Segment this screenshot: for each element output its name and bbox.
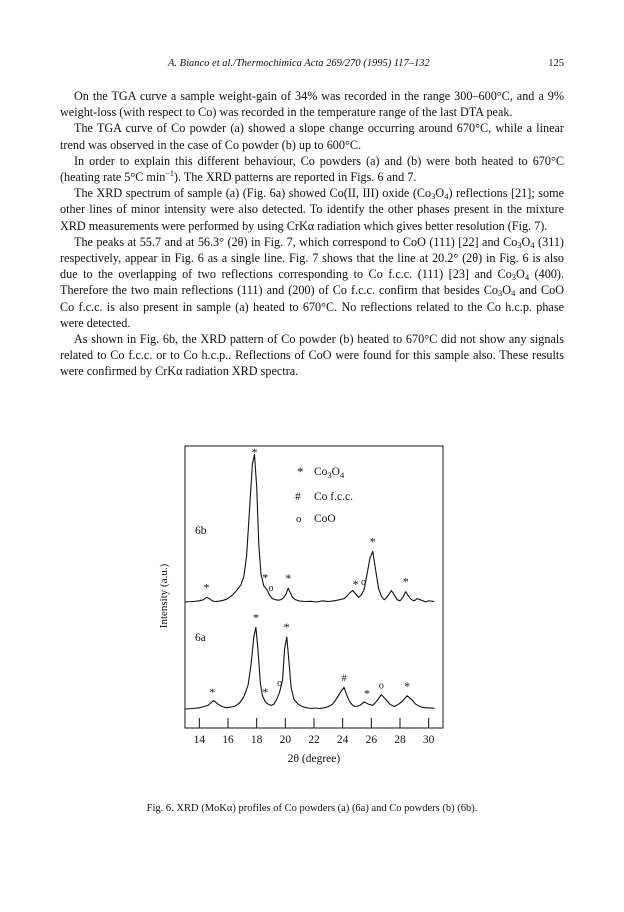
legend <box>295 464 353 525</box>
legend-marker-co3o4: * <box>297 464 304 479</box>
peak-marker-6b-0: * <box>251 445 258 459</box>
paragraph-6: As shown in Fig. 6b, the XRD pattern of Co powder (b) heated to 670°C did not show any signals related to Co f.c.c. or to Co h.c.p.. Reflections of CoO were found for this sample also. These results were confirmed by CrKα radiation XRD spectra. <box>60 332 564 379</box>
figure-caption: Fig. 6. XRD (MoKα) profiles of Co powders (a) (6a) and Co powders (b) (6b). <box>146 803 478 814</box>
peak-marker-6a-13: * <box>283 620 290 634</box>
peak-marker-6b-6: o <box>360 576 366 588</box>
page-number: 125 <box>548 58 564 69</box>
paragraph-3: In order to explain this different behaviour, Co powders (a) and (b) were both heated to 670°C (heating rate 5°C $\min^{-1}$). The XRD patterns are reported in Figs. 6 and 7. <box>60 153 564 185</box>
legend-label-co3o4: $Co_3O_4$ <box>314 466 345 480</box>
peak-marker-6b-3: o <box>268 582 274 594</box>
legend-label-coo: CoO <box>314 513 336 525</box>
x-tick-label-30: 30 <box>422 734 435 746</box>
paragraph-4: The XRD spectrum of sample (a) (Fig. 6a) showed Co(II, III) oxide $(Co_3O_4)$ reflections [21]; some other lines of minor intensity were also detected. To identify the other phases present in the mixture XRD measurements were performed by using CrKα radiation which gives better resolution (Fig. 7). <box>60 186 564 233</box>
x-axis-ticks <box>199 718 428 728</box>
x-tick-label-22: 22 <box>308 734 320 746</box>
x-tick-label-28: 28 <box>394 734 406 746</box>
peak-marker-6a-12: o <box>277 678 283 690</box>
x-tick-label-16: 16 <box>222 734 234 746</box>
series-line-6a <box>185 627 434 709</box>
paragraph-5: The peaks at 55.7 and at 56.3° (2θ) in Fig. 7, which correspond to CoO (111) [22] and $Co_3O_4$ (311) respectively, appear in Fig. 6 as a single line. Fig. 7 shows that the line at 20.2° (2θ) in Fig. 6 is also due to the overlapping of two reflections corresponding to Co f.c.c. (111) [23] and $Co_3O_4$ (400). Therefore the two main reflections (111) and (200) of Co f.c.c. confirm that besides $Co_3O_4$ and CoO Co f.c.c. is also present in sample (a) heated to 670°C. No reflections related to the Co h.c.p. phase were detected. <box>60 234 564 330</box>
x-tick-label-24: 24 <box>336 734 349 746</box>
body-text <box>60 88 564 380</box>
peak-marker-6a-16: o <box>378 680 384 692</box>
peak-marker-6a-9: * <box>252 610 259 625</box>
peak-marker-6a-14: # <box>341 673 347 685</box>
peak-marker-6b-8: * <box>402 574 409 589</box>
peak-marker-6b-2: * <box>262 570 269 585</box>
journal-citation: A. Bianco et al./Thermochimica Acta 269/270 (1995) 117–132 <box>168 58 430 69</box>
x-axis-label: 2θ (degree) <box>287 753 341 765</box>
legend-marker-co-fcc: # <box>295 491 301 503</box>
peak-marker-6a-17: * <box>404 678 411 693</box>
legend-label-co-fcc: Co f.c.c. <box>314 491 353 503</box>
series-group <box>185 455 434 709</box>
peak-marker-6b-5: * <box>352 576 359 591</box>
x-axis-tick-labels <box>194 734 435 746</box>
x-tick-label-20: 20 <box>279 734 292 746</box>
peak-marker-6a-10: * <box>209 684 216 699</box>
paragraph-2: The TGA curve of Co powder (a) showed a slope change occurring around 670°C, while a linear trend was observed in the case of Co powder (b) up to 600°C. <box>60 121 564 152</box>
paragraph-1: On the TGA curve a sample weight-gain of 34% was recorded in the range 300–600°C, and a 9% weight-loss (with respect to Co) was recorded in the temperature range of the last DTA peak. <box>60 89 564 120</box>
peak-marker-6b-7: * <box>369 534 376 549</box>
peak-marker-6b-4: * <box>285 571 292 586</box>
peak-annotations <box>204 445 411 700</box>
series-label-6a: 6a <box>195 632 206 644</box>
x-tick-label-14: 14 <box>193 734 206 746</box>
running-header <box>60 58 564 74</box>
y-axis-label: Intensity (a.u.) <box>158 563 170 629</box>
peak-marker-6b-1: * <box>203 580 210 595</box>
x-tick-label-18: 18 <box>250 734 263 746</box>
legend-marker-coo: o <box>296 513 302 525</box>
peak-marker-6a-11: * <box>262 684 269 699</box>
xrd-chart <box>140 438 480 786</box>
series-line-6b <box>185 455 434 602</box>
series-label-6b: 6b <box>195 525 207 537</box>
xrd-figure <box>140 438 480 786</box>
x-tick-label-26: 26 <box>365 734 378 746</box>
peak-marker-6a-15: * <box>364 686 371 701</box>
